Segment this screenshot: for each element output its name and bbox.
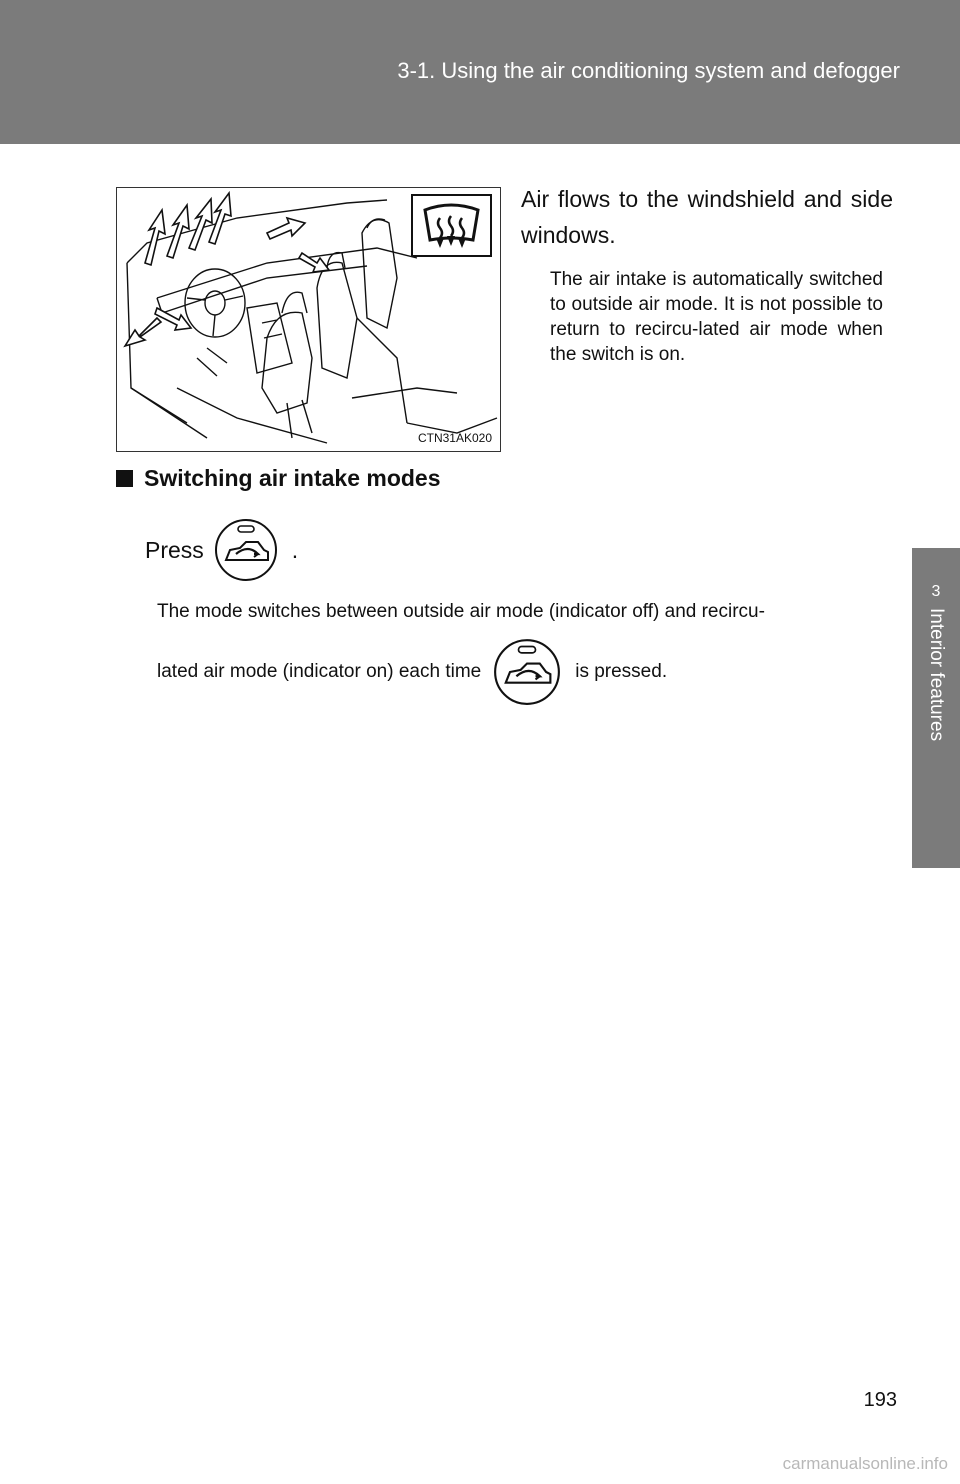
- section-heading: [116, 465, 441, 492]
- press-period: .: [291, 536, 299, 563]
- watermark-bar: [0, 1444, 960, 1484]
- press-instruction: [145, 518, 298, 582]
- chapter-label: Interior features: [926, 608, 947, 742]
- heading-bullet-icon: [116, 470, 133, 487]
- description-before-icon: lated air mode (indicator on) each time: [157, 661, 482, 682]
- page-number: 193: [863, 1389, 897, 1411]
- figure-code: CTN31AK020: [417, 431, 492, 445]
- description-line-2: [157, 638, 667, 706]
- watermark-text: carmanualsonline.info: [782, 1454, 948, 1473]
- windshield-defogger-icon: [411, 194, 492, 257]
- note-paragraph: The air intake is automatically switched to outside air mode. It is not possible to return to recircu-lated air mode when the switch is on.: [550, 269, 883, 365]
- page-header: [0, 0, 960, 144]
- description-line-1: The mode switches between outside air mode (indicator off) and recircu-: [157, 601, 765, 622]
- recirculation-button-icon: [214, 518, 278, 582]
- description-after-icon: is pressed.: [575, 661, 668, 682]
- section-title: 3-1. Using the air conditioning system and defogger: [397, 58, 900, 83]
- heading-text: Switching air intake modes: [144, 465, 441, 491]
- recirculation-button-icon-inline: [493, 638, 561, 706]
- lead-paragraph: Air flows to the windshield and side windows.: [521, 186, 893, 248]
- chapter-number: 3: [931, 583, 941, 600]
- airflow-figure: [116, 187, 501, 452]
- press-word: Press: [145, 536, 204, 563]
